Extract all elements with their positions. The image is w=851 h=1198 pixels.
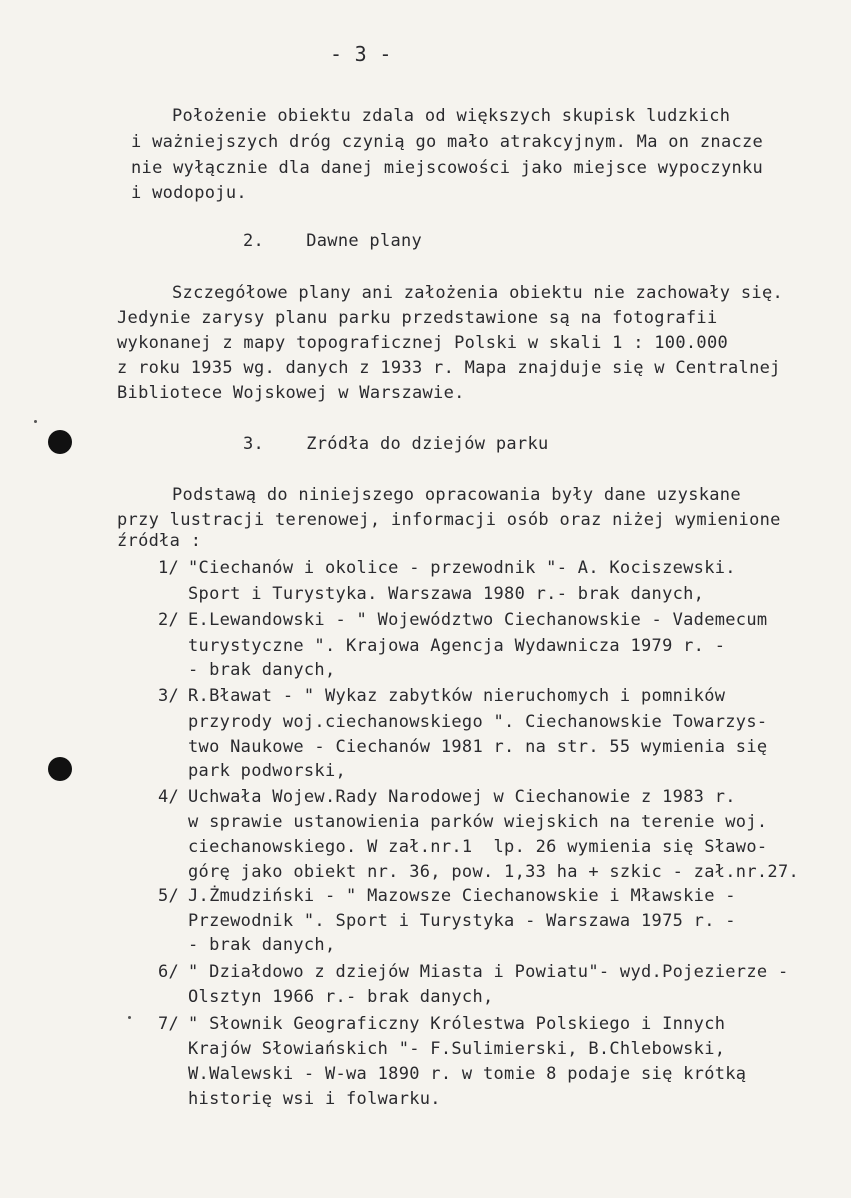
paper-speck	[34, 420, 37, 423]
list-item-line: Olsztyn 1966 r.- brak danych,	[188, 987, 494, 1007]
list-item-line: w sprawie ustanowienia parków wiejskich na terenie woj.	[188, 812, 768, 832]
paper-speck	[128, 1016, 131, 1019]
list-item-line: " Słownik Geograficzny Królestwa Polskiego i Innych	[188, 1014, 726, 1034]
page-number: - 3 -	[330, 42, 392, 66]
list-number: 1/	[158, 558, 180, 578]
text-line: z roku 1935 wg. danych z 1933 r. Mapa znajduje się w Centralnej	[117, 358, 781, 378]
list-item-line: Krajów Słowiańskich "- F.Sulimierski, B.Chlebowski,	[188, 1039, 726, 1059]
text-line: wykonanej z mapy topograficznej Polski w skali 1 : 100.000	[117, 333, 729, 353]
list-item-line: Uchwała Wojew.Rady Narodowej w Ciechanowie z 1983 r.	[188, 787, 736, 807]
list-number: 4/	[158, 787, 180, 807]
punch-hole	[48, 430, 72, 454]
list-item-line: przyrody woj.ciechanowskiego ". Ciechanowskie Towarzys-	[188, 712, 768, 732]
section-heading: 3. Zródła do dziejów parku	[243, 434, 549, 454]
list-item-line: Przewodnik ". Sport i Turystyka - Warszawa 1975 r. -	[188, 911, 736, 931]
list-item-line: park podworski,	[188, 761, 347, 781]
text-line: Podstawą do niniejszego opracowania były dane uzyskane	[172, 485, 741, 505]
list-item-line: historię wsi i folwarku.	[188, 1089, 441, 1109]
list-item-line: górę jako obiekt nr. 36, pow. 1,33 ha + szkic - zał.nr.27.	[188, 862, 800, 882]
list-item-line: R.Bławat - " Wykaz zabytków nieruchomych i pomników	[188, 686, 726, 706]
text-line: i ważniejszych dróg czynią go mało atrakcyjnym. Ma on znacze	[131, 132, 764, 152]
text-line: Szczegółowe plany ani założenia obiektu nie zachowały się.	[172, 283, 784, 303]
text-line: i wodopoju.	[131, 183, 247, 203]
list-number: 7/	[158, 1014, 180, 1034]
list-item-line: Sport i Turystyka. Warszawa 1980 r.- brak danych,	[188, 584, 705, 604]
text-line: Bibliotece Wojskowej w Warszawie.	[117, 383, 465, 403]
list-number: 5/	[158, 886, 180, 906]
text-line: źródła :	[117, 531, 202, 551]
list-item-line: turystyczne ". Krajowa Agencja Wydawnicza 1979 r. -	[188, 636, 726, 656]
list-item-line: "Ciechanów i okolice - przewodnik "- A. Kociszewski.	[188, 558, 736, 578]
list-item-line: " Działdowo z dziejów Miasta i Powiatu"- wyd.Pojezierze -	[188, 962, 789, 982]
list-number: 3/	[158, 686, 180, 706]
list-item-line: - brak danych,	[188, 935, 336, 955]
list-item-line: W.Walewski - W-wa 1890 r. w tomie 8 podaje się krótką	[188, 1064, 747, 1084]
list-item-line: E.Lewandowski - " Województwo Ciechanowskie - Vademecum	[188, 610, 768, 630]
list-item-line: ciechanowskiego. W zał.nr.1 lp. 26 wymienia się Sławo-	[188, 837, 768, 857]
list-number: 6/	[158, 962, 180, 982]
text-line: Jedynie zarysy planu parku przedstawione są na fotografii	[117, 308, 718, 328]
punch-hole	[48, 757, 72, 781]
list-item-line: - brak danych,	[188, 660, 336, 680]
section-heading: 2. Dawne plany	[243, 231, 423, 251]
list-number: 2/	[158, 610, 180, 630]
text-line: Położenie obiektu zdala od większych skupisk ludzkich	[172, 106, 731, 126]
text-line: nie wyłącznie dla danej miejscowości jako miejsce wypoczynku	[131, 158, 764, 178]
list-item-line: two Naukowe - Ciechanów 1981 r. na str. 55 wymienia się	[188, 737, 768, 757]
list-item-line: J.Żmudziński - " Mazowsze Ciechanowskie i Mławskie -	[188, 886, 736, 906]
text-line: przy lustracji terenowej, informacji osób oraz niżej wymienione	[117, 510, 781, 530]
